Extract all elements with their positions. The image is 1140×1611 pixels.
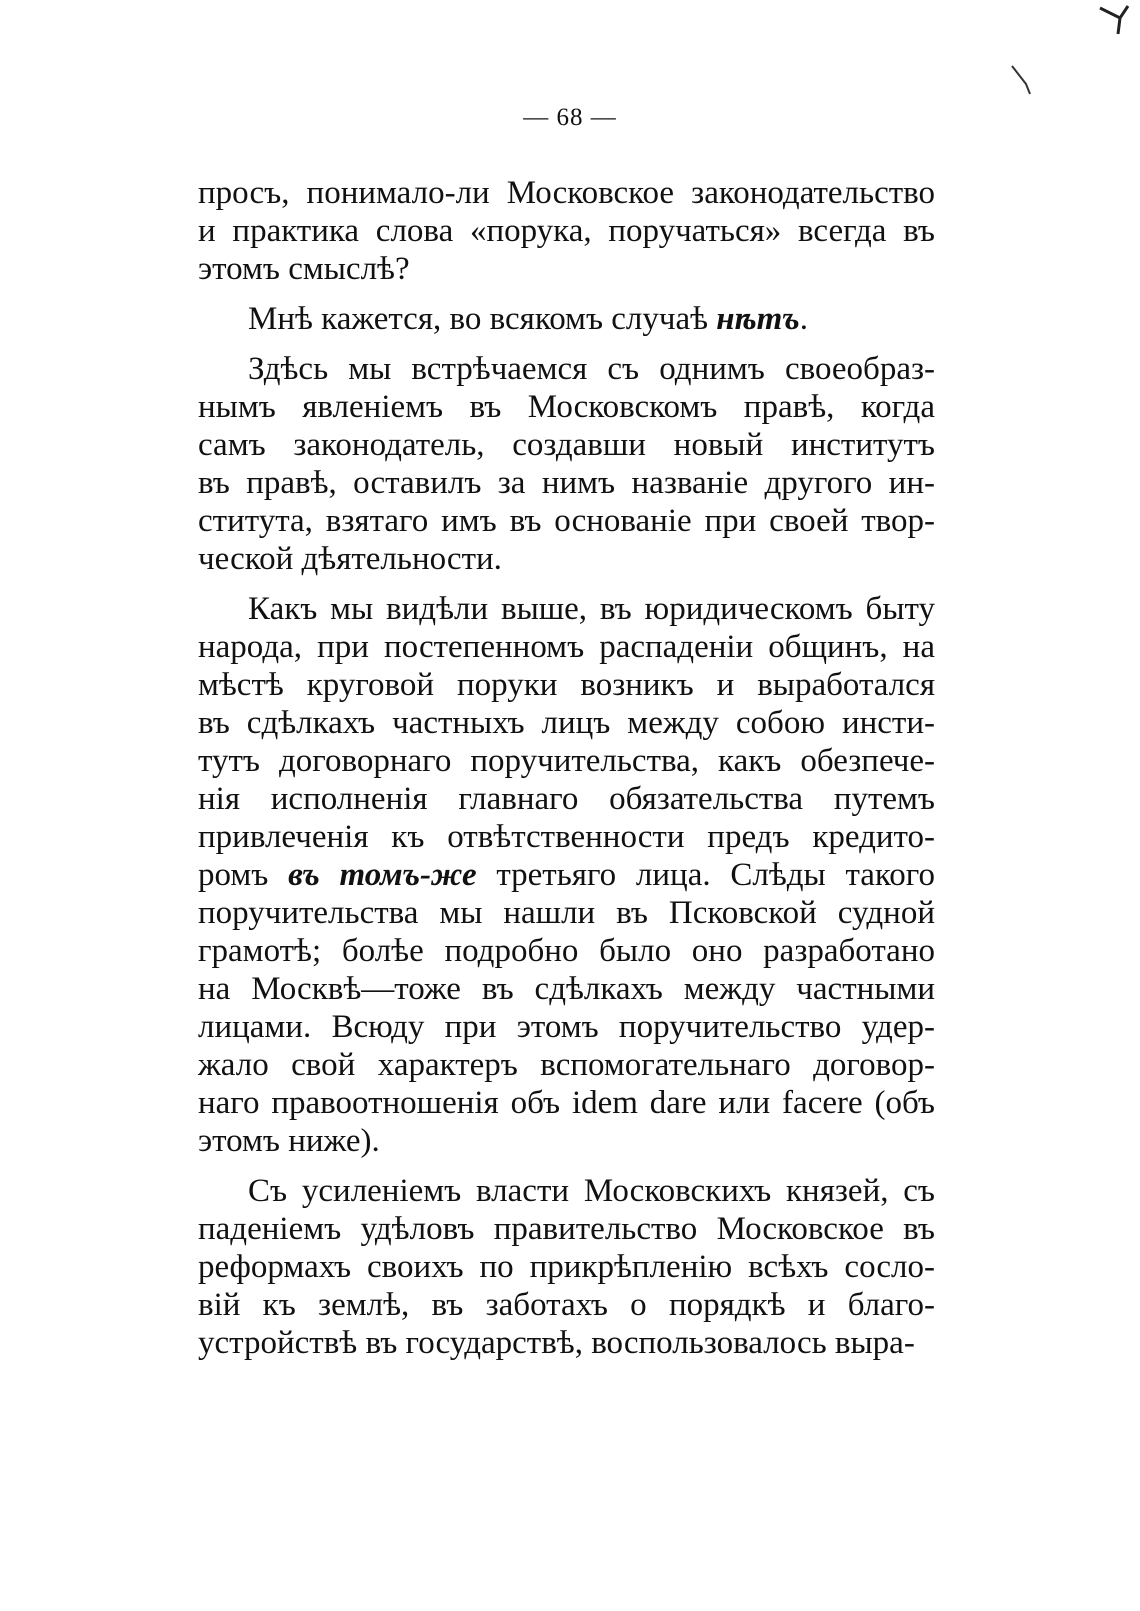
- page-number: — 68 —: [523, 104, 617, 131]
- text-line: [198, 1046, 935, 1084]
- text-line: [198, 1248, 935, 1286]
- text-line: [198, 856, 935, 894]
- text-run: третьяго лица. Слѣды такого: [476, 857, 935, 893]
- text-line: [198, 250, 935, 288]
- paragraph: [198, 300, 935, 338]
- text-line: [198, 1210, 935, 1248]
- text-run: тутъ договорнаго поручительства, какъ обезпече-: [198, 743, 935, 779]
- text-run: .: [799, 301, 808, 337]
- text-run: ститута, взятаго имъ въ основаніе при своей твор-: [198, 503, 935, 539]
- paragraph: [198, 1172, 935, 1362]
- text-run: самъ законодатель, создавши новый институтъ: [198, 427, 935, 463]
- text-line: [198, 300, 935, 338]
- scan-mark-right: [1012, 66, 1030, 94]
- text-line: [198, 1324, 935, 1362]
- text-run: паденіемъ удѣловъ правительство Московское въ: [198, 1211, 935, 1247]
- text-run: на Москвѣ—тоже въ сдѣлкахъ между частными: [198, 971, 935, 1007]
- text-line: [198, 970, 935, 1008]
- text-line: [198, 426, 935, 464]
- text-line: [198, 704, 935, 742]
- text-run: въ сдѣлкахъ частныхъ лицъ между собою инсти-: [198, 705, 935, 741]
- paragraph: [198, 174, 935, 288]
- emphasis-text: нѣтъ: [716, 301, 800, 337]
- text-line: [198, 1286, 935, 1324]
- text-run: наго правоотношенія объ idem dare или facere (объ: [198, 1085, 935, 1121]
- text-line: [198, 540, 935, 578]
- text-run: Съ усиленіемъ власти Московскихъ князей, съ: [248, 1173, 935, 1209]
- text-line: [198, 742, 935, 780]
- text-line: [198, 502, 935, 540]
- text-line: [198, 780, 935, 818]
- text-run: вій къ землѣ, въ заботахъ о порядкѣ и благо-: [198, 1287, 935, 1323]
- text-run: лицами. Всюду при этомъ поручительство удер-: [198, 1009, 935, 1045]
- text-run: привлеченія къ отвѣтственности предъ кредито-: [198, 819, 935, 855]
- text-run: Какъ мы видѣли выше, въ юридическомъ быту: [248, 591, 935, 627]
- paragraph-gap: [198, 1160, 935, 1172]
- text-line: [198, 894, 935, 932]
- text-run: просъ, понимало-ли Московское законодательство: [198, 175, 935, 211]
- paragraph-gap: [198, 338, 935, 350]
- text-line: [198, 350, 935, 388]
- paragraph-gap: [198, 288, 935, 300]
- text-line: [198, 1122, 935, 1160]
- paragraph-gap: [198, 578, 935, 590]
- text-run: грамотѣ; болѣе подробно было оно разработано: [198, 933, 935, 969]
- text-run: этомъ ниже).: [198, 1123, 380, 1159]
- text-line: [198, 1008, 935, 1046]
- text-run: ромъ: [198, 857, 289, 893]
- paragraph: [198, 590, 935, 1160]
- scan-mark-top-right: [1100, 6, 1128, 34]
- text-line: [198, 388, 935, 426]
- text-run: Здѣсь мы встрѣчаемся съ однимъ своеобраз-: [248, 351, 935, 387]
- text-line: [198, 628, 935, 666]
- text-run: народа, при постепенномъ распаденіи общинъ, на: [198, 629, 935, 665]
- text-line: [198, 174, 935, 212]
- text-run: устройствѣ въ государствѣ, воспользовалось выра-: [198, 1325, 915, 1361]
- text-line: [198, 932, 935, 970]
- emphasis-text: въ томъ-же: [288, 857, 477, 893]
- text-run: ческой дѣятельности.: [198, 541, 502, 577]
- text-line: [198, 666, 935, 704]
- text-line: [198, 1172, 935, 1210]
- text-line: [198, 590, 935, 628]
- text-line: [198, 212, 935, 250]
- paragraph: [198, 350, 935, 578]
- text-line: [198, 818, 935, 856]
- text-run: поручительства мы нашли въ Псковской судной: [198, 895, 935, 931]
- text-run: Мнѣ кажется, во всякомъ случаѣ: [248, 301, 717, 337]
- text-run: реформахъ своихъ по прикрѣпленію всѣхъ сосло-: [198, 1249, 935, 1285]
- text-run: нія исполненія главнаго обязательства путемъ: [198, 781, 935, 817]
- body-text: [198, 174, 935, 1362]
- text-run: въ правѣ, оставилъ за нимъ названіе другого ин-: [198, 465, 935, 501]
- text-run: этомъ смыслѣ?: [198, 251, 410, 287]
- text-line: [198, 464, 935, 502]
- text-run: мѣстѣ круговой поруки возникъ и выработался: [198, 667, 935, 703]
- text-run: жало свой характеръ вспомогательнаго договор-: [198, 1047, 935, 1083]
- text-run: и практика слова «порука, поручаться» всегда въ: [198, 213, 935, 249]
- text-run: нымъ явленіемъ въ Московскомъ правѣ, когда: [198, 389, 935, 425]
- text-line: [198, 1084, 935, 1122]
